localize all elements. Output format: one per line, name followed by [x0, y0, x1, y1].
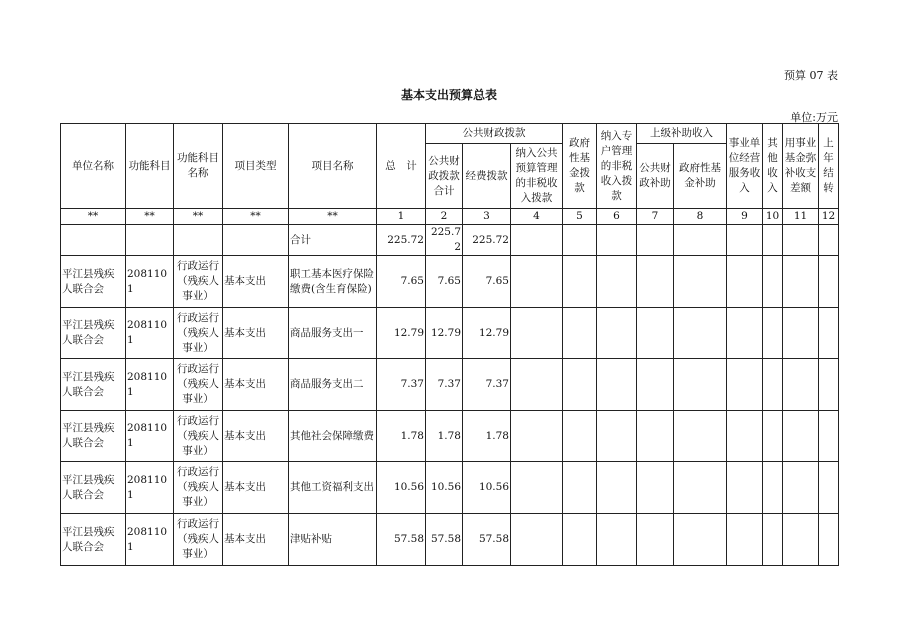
total-cell: 1.78 [377, 411, 426, 462]
total-cell: 10.56 [377, 462, 426, 514]
empty-cell [819, 514, 839, 566]
empty-cell [763, 514, 783, 566]
empty-cell [819, 411, 839, 462]
empty-cell [674, 514, 727, 566]
total-empty-cell [511, 225, 563, 256]
empty-cell [563, 514, 597, 566]
empty-cell [783, 359, 819, 411]
empty-cell [563, 256, 597, 308]
header-public-subsidy: 公共财政补助 [637, 144, 674, 209]
total-row [61, 225, 839, 256]
empty-cell [819, 359, 839, 411]
code-cell: ** [61, 209, 126, 225]
empty-cell [637, 359, 674, 411]
total-cell: 7.65 [377, 256, 426, 308]
empty-cell [819, 256, 839, 308]
budget-table [60, 123, 839, 566]
funding-cell: 1.78 [463, 411, 511, 462]
empty-cell [783, 462, 819, 514]
code-cell: ** [223, 209, 289, 225]
empty-cell [783, 308, 819, 359]
project-name-cell: 职工基本医疗保险缴费(含生育保险) [289, 256, 377, 308]
empty-cell [511, 514, 563, 566]
empty-cell [511, 462, 563, 514]
total-total: 225.72 [377, 225, 426, 256]
empty-cell [763, 256, 783, 308]
funding-cell: 12.79 [463, 308, 511, 359]
empty-cell [563, 411, 597, 462]
code-cell: ** [289, 209, 377, 225]
empty-cell [511, 359, 563, 411]
total-cell: 7.37 [377, 359, 426, 411]
empty-cell [727, 514, 763, 566]
funding-cell: 7.65 [463, 256, 511, 308]
unit-name-cell: 平江县残疾人联合会 [61, 411, 126, 462]
header-func-subject-name: 功能科目名称 [174, 124, 223, 209]
form-number: 预算 07 表 [784, 69, 838, 82]
func-code-cell: 2081101 [126, 359, 174, 411]
public-sum-cell: 57.58 [426, 514, 463, 566]
empty-cell [727, 411, 763, 462]
unit-name-cell: 平江县残疾人联合会 [61, 308, 126, 359]
project-type-cell: 基本支出 [223, 411, 289, 462]
code-cell: 6 [597, 209, 637, 225]
unit-name-cell: 平江县残疾人联合会 [61, 514, 126, 566]
total-empty-cell [61, 225, 126, 256]
empty-cell [563, 359, 597, 411]
total-empty-cell [674, 225, 727, 256]
empty-cell [727, 462, 763, 514]
project-name-cell: 商品服务支出一 [289, 308, 377, 359]
total-cell: 57.58 [377, 514, 426, 566]
empty-cell [563, 462, 597, 514]
header-fund-balance: 用事业基金弥补收支差额 [783, 124, 819, 209]
public-sum-cell: 7.65 [426, 256, 463, 308]
code-cell: 9 [727, 209, 763, 225]
total-label: 合计 [289, 225, 377, 256]
public-sum-cell: 7.37 [426, 359, 463, 411]
project-name-cell: 津贴补贴 [289, 514, 377, 566]
func-code-cell: 2081101 [126, 411, 174, 462]
total-empty-cell [727, 225, 763, 256]
empty-cell [511, 411, 563, 462]
total-empty-cell [126, 225, 174, 256]
empty-cell [674, 359, 727, 411]
total-empty-cell [223, 225, 289, 256]
code-row [61, 209, 839, 225]
header-gov-fund-subsidy: 政府性基金补助 [674, 144, 727, 209]
header-carryover: 上年结转 [819, 124, 839, 209]
empty-cell [763, 462, 783, 514]
total-empty-cell [597, 225, 637, 256]
total-funding: 225.72 [463, 225, 511, 256]
empty-cell [563, 308, 597, 359]
total-empty-cell [819, 225, 839, 256]
header-other-income: 其他收入 [763, 124, 783, 209]
func-code-cell: 2081101 [126, 308, 174, 359]
project-type-cell: 基本支出 [223, 359, 289, 411]
header-business-income: 事业单位经营服务收入 [727, 124, 763, 209]
header-public-finance: 公共财政拨款 [426, 124, 563, 144]
header-total: 总 计 [377, 124, 426, 209]
code-row-section [61, 209, 839, 225]
unit-name-cell: 平江县残疾人联合会 [61, 462, 126, 514]
empty-cell [597, 359, 637, 411]
empty-cell [674, 308, 727, 359]
header-gov-fund: 政府性基金拨款 [563, 124, 597, 209]
table-row [61, 308, 839, 359]
func-name-cell: 行政运行（残疾人事业） [174, 462, 223, 514]
empty-cell [727, 256, 763, 308]
total-empty-cell [637, 225, 674, 256]
code-cell: 8 [674, 209, 727, 225]
code-cell: 12 [819, 209, 839, 225]
empty-cell [783, 411, 819, 462]
header-superior-subsidy: 上级补助收入 [637, 124, 727, 144]
funding-cell: 57.58 [463, 514, 511, 566]
total-empty-cell [563, 225, 597, 256]
empty-cell [819, 308, 839, 359]
table-row [61, 359, 839, 411]
header-project-name: 项目名称 [289, 124, 377, 209]
total-row-section [61, 225, 839, 256]
table-header [61, 124, 839, 209]
empty-cell [597, 514, 637, 566]
project-name-cell: 商品服务支出二 [289, 359, 377, 411]
header-public-finance-sum: 公共财政拨款合计 [426, 144, 463, 209]
empty-cell [763, 308, 783, 359]
code-cell: 5 [563, 209, 597, 225]
empty-cell [637, 256, 674, 308]
code-cell: 7 [637, 209, 674, 225]
project-type-cell: 基本支出 [223, 514, 289, 566]
funding-cell: 10.56 [463, 462, 511, 514]
func-code-cell: 2081101 [126, 256, 174, 308]
header-project-type: 项目类型 [223, 124, 289, 209]
empty-cell [637, 514, 674, 566]
public-sum-cell: 10.56 [426, 462, 463, 514]
empty-cell [783, 256, 819, 308]
header-funding: 经费拨款 [463, 144, 511, 209]
code-cell: ** [126, 209, 174, 225]
empty-cell [511, 308, 563, 359]
page-title: 基本支出预算总表 [400, 88, 497, 102]
code-cell: 11 [783, 209, 819, 225]
project-type-cell: 基本支出 [223, 256, 289, 308]
func-name-cell: 行政运行（残疾人事业） [174, 359, 223, 411]
func-code-cell: 2081101 [126, 514, 174, 566]
empty-cell [637, 308, 674, 359]
empty-cell [727, 359, 763, 411]
unit-name-cell: 平江县残疾人联合会 [61, 256, 126, 308]
unit-label: 单位:万元 [790, 111, 838, 124]
header-budget-nontax: 纳入公共预算管理的非税收入拨款 [511, 144, 563, 209]
public-sum-cell: 1.78 [426, 411, 463, 462]
header-unit-name: 单位名称 [61, 124, 126, 209]
empty-cell [763, 411, 783, 462]
code-cell: 2 [426, 209, 463, 225]
header-func-subject: 功能科目 [126, 124, 174, 209]
func-name-cell: 行政运行（残疾人事业） [174, 514, 223, 566]
public-sum-cell: 12.79 [426, 308, 463, 359]
func-name-cell: 行政运行（残疾人事业） [174, 308, 223, 359]
project-type-cell: 基本支出 [223, 308, 289, 359]
code-cell: 10 [763, 209, 783, 225]
project-type-cell: 基本支出 [223, 462, 289, 514]
func-code-cell: 2081101 [126, 462, 174, 514]
empty-cell [597, 308, 637, 359]
data-rows [61, 256, 839, 566]
total-empty-cell [174, 225, 223, 256]
header-special-nontax: 纳入专户管理的非税收入拨款 [597, 124, 637, 209]
unit-name-cell: 平江县残疾人联合会 [61, 359, 126, 411]
empty-cell [597, 462, 637, 514]
empty-cell [763, 359, 783, 411]
empty-cell [819, 462, 839, 514]
table-row [61, 411, 839, 462]
total-empty-cell [783, 225, 819, 256]
empty-cell [674, 411, 727, 462]
empty-cell [597, 256, 637, 308]
code-cell: ** [174, 209, 223, 225]
table-row [61, 256, 839, 308]
empty-cell [637, 411, 674, 462]
empty-cell [597, 411, 637, 462]
project-name-cell: 其他社会保障缴费 [289, 411, 377, 462]
funding-cell: 7.37 [463, 359, 511, 411]
empty-cell [637, 462, 674, 514]
empty-cell [783, 514, 819, 566]
empty-cell [511, 256, 563, 308]
total-cell: 12.79 [377, 308, 426, 359]
code-cell: 4 [511, 209, 563, 225]
total-public-sum: 225.72 [426, 225, 463, 256]
total-empty-cell [763, 225, 783, 256]
empty-cell [727, 308, 763, 359]
code-cell: 3 [463, 209, 511, 225]
project-name-cell: 其他工资福利支出 [289, 462, 377, 514]
table-row [61, 514, 839, 566]
empty-cell [674, 256, 727, 308]
empty-cell [674, 462, 727, 514]
func-name-cell: 行政运行（残疾人事业） [174, 411, 223, 462]
table-row [61, 462, 839, 514]
code-cell: 1 [377, 209, 426, 225]
func-name-cell: 行政运行（残疾人事业） [174, 256, 223, 308]
